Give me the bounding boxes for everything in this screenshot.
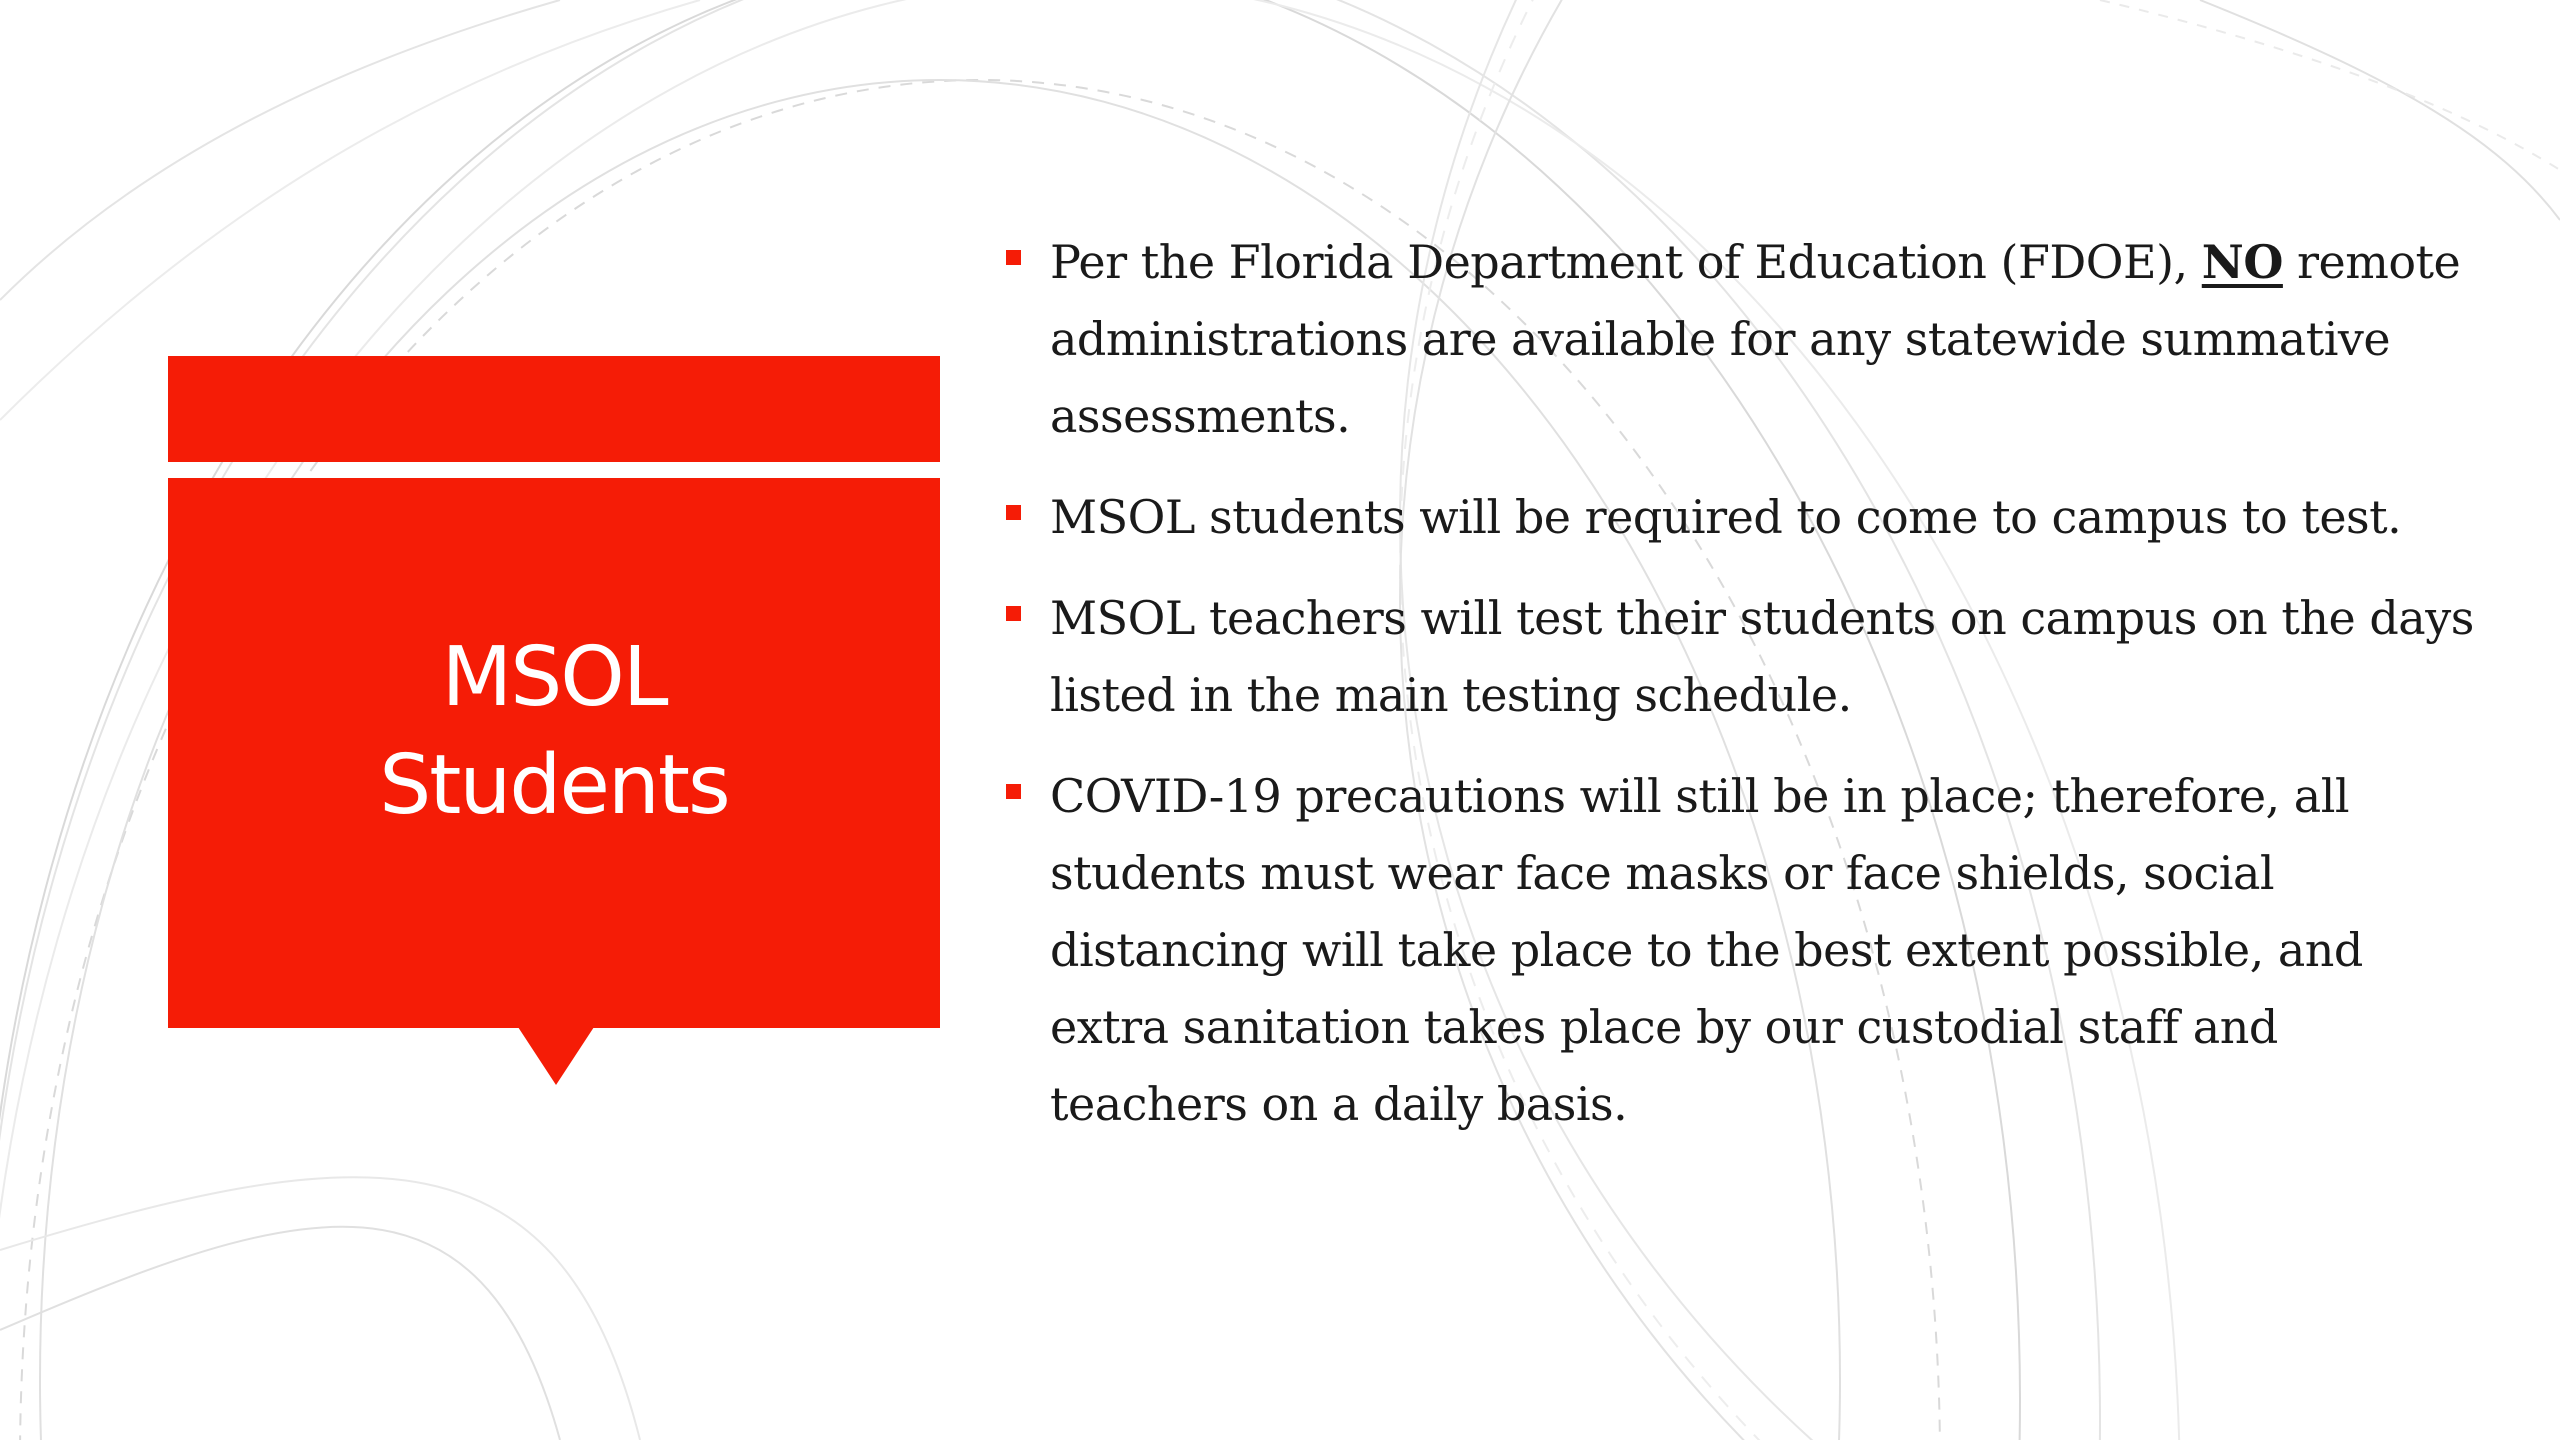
bullet-item bbox=[1000, 224, 2480, 455]
bullet-item bbox=[1000, 580, 2480, 734]
slide-title bbox=[254, 624, 854, 840]
bullet-text: MSOL students will be required to come to campus to test. bbox=[1050, 490, 2402, 544]
callout-pointer bbox=[518, 1027, 594, 1085]
bullet-emphasis: NO bbox=[2201, 235, 2283, 289]
bullet-text: COVID-19 precautions will still be in place; therefore, all students must wear face masks or face shields, social distancing will take place to the best extent possible, and extra sanitation takes place by our custodial staff and teachers on a daily basis. bbox=[1050, 769, 2363, 1131]
bullet-text: Per the Florida Department of Education (FDOE), bbox=[1050, 235, 2202, 289]
slide-title-line1: MSOL bbox=[441, 629, 667, 725]
bullet-list bbox=[1000, 224, 2480, 1167]
square-bullet-icon bbox=[1006, 784, 1021, 799]
bullet-item bbox=[1000, 758, 2480, 1143]
title-accent-bar bbox=[168, 356, 940, 462]
slide-title-line2: Students bbox=[379, 737, 729, 833]
square-bullet-icon bbox=[1006, 250, 1021, 265]
bullet-text: remote administrations are available for any statewide summative assessments. bbox=[1050, 235, 2461, 443]
bullet-text: MSOL teachers will test their students on campus on the days listed in the main testing schedule. bbox=[1050, 591, 2474, 722]
square-bullet-icon bbox=[1006, 606, 1021, 621]
square-bullet-icon bbox=[1006, 505, 1021, 520]
bullet-item bbox=[1000, 479, 2480, 556]
title-callout-box bbox=[168, 478, 940, 1028]
